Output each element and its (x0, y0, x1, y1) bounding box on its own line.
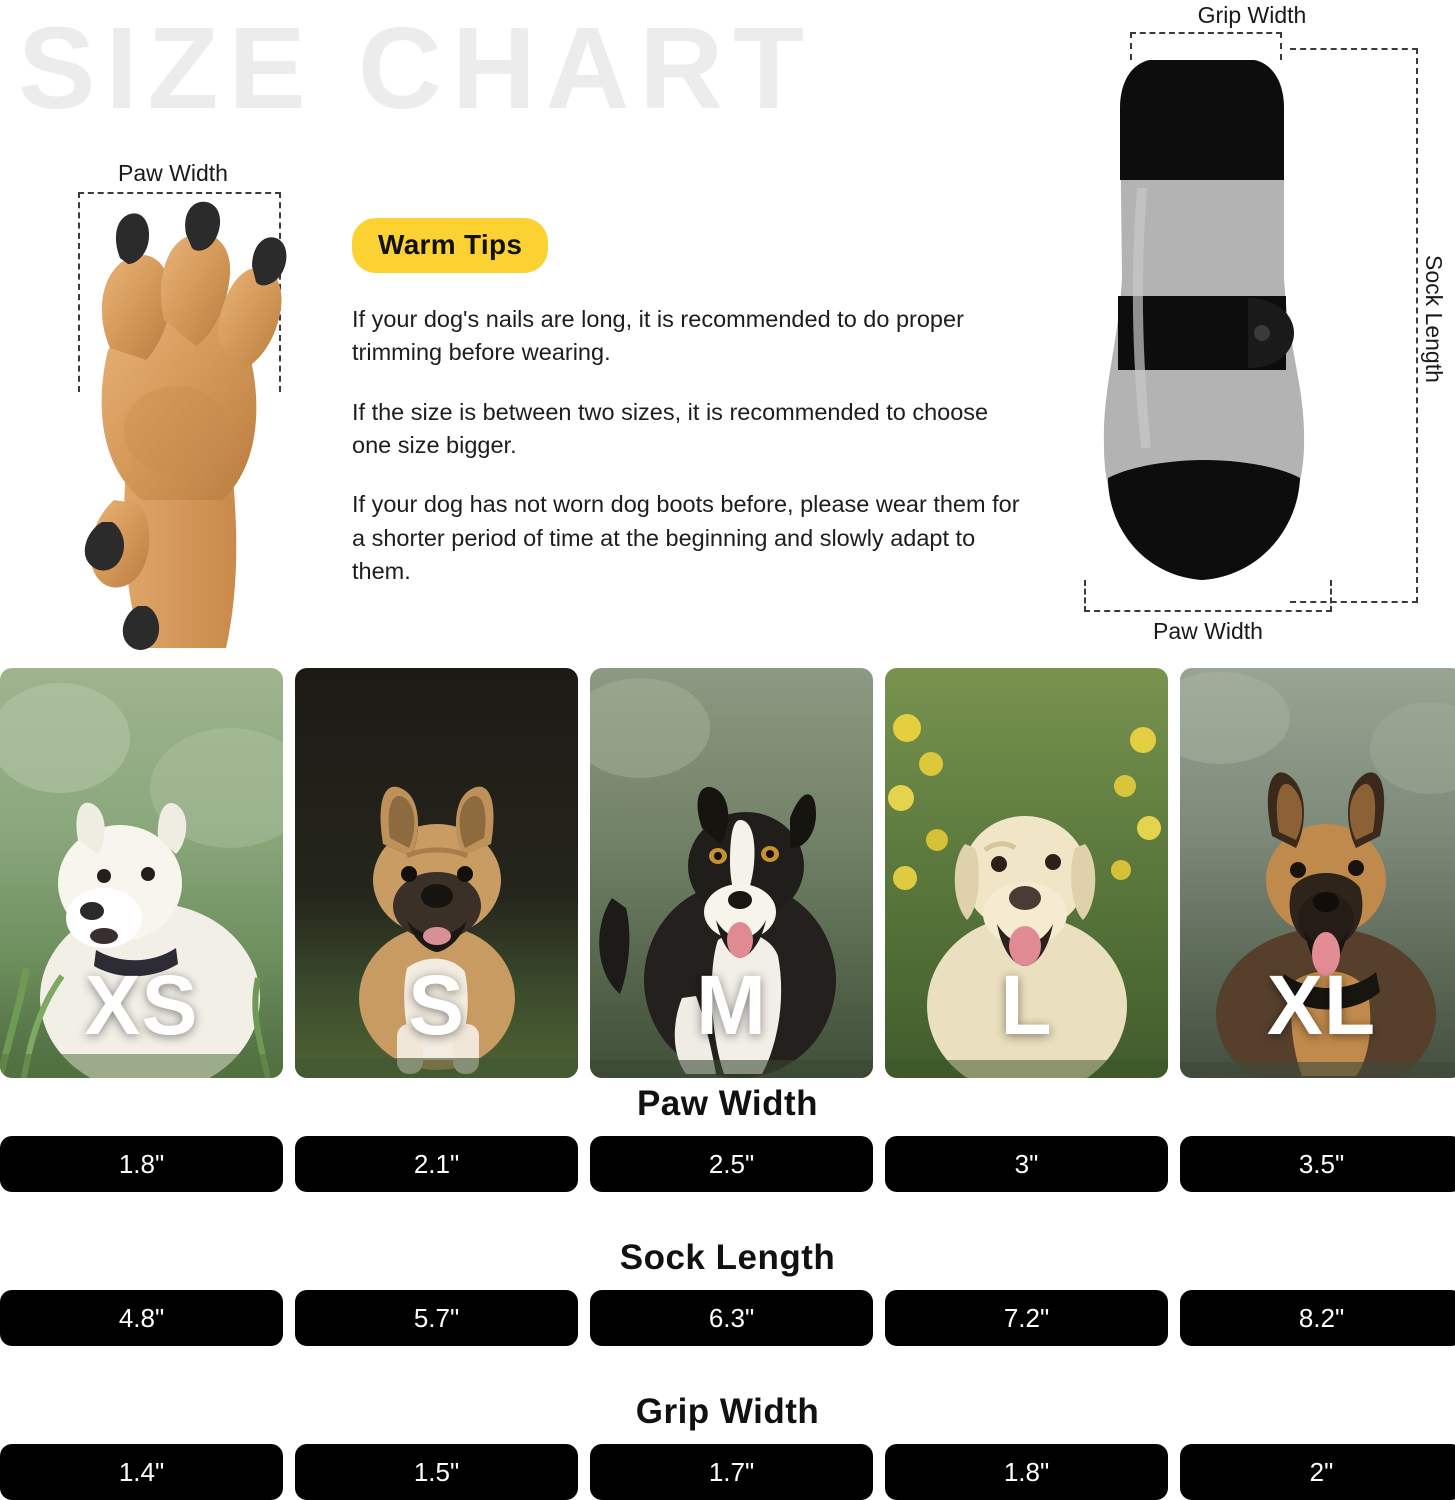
measurement-title-paw-width: Paw Width (636, 1084, 819, 1123)
grip-width-xl: 2" (1180, 1444, 1455, 1500)
sock-length-xl: 8.2" (1180, 1290, 1455, 1346)
size-photo-strip (0, 668, 1455, 1080)
paw-width-s: 2.1" (295, 1136, 578, 1192)
size-card-l[interactable] (885, 668, 1168, 1078)
warm-tip-2: If the size is between two sizes, it is recommended to choose one size bigger. (352, 398, 989, 459)
sock-length-label: Sock Length (1421, 255, 1447, 383)
warm-tip-1: If your dog's nails are long, it is recommended to do proper trimming before wearing. (352, 306, 964, 366)
paw-width-l: 3" (885, 1136, 1168, 1192)
measurement-title-sock-length: Sock Length (619, 1238, 836, 1277)
sock-length-s: 5.7" (295, 1290, 578, 1346)
measurement-row-grip-width (0, 1444, 1455, 1500)
dog-boot-illustration (1102, 48, 1322, 593)
warm-tips-badge: Warm Tips (352, 218, 548, 273)
dog-paw-photo (50, 200, 320, 650)
sock-length-xs: 4.8" (0, 1290, 283, 1346)
size-label-xl: XL (1266, 958, 1377, 1052)
measurement-row-sock-length (0, 1290, 1455, 1346)
boot-paw-width-label: Paw Width (1153, 618, 1263, 644)
measurement-section-paw-width (0, 1084, 1455, 1192)
paw-width-m: 2.5" (590, 1136, 873, 1192)
grip-width-m: 1.7" (590, 1444, 873, 1500)
size-label-s: S (407, 958, 466, 1052)
measurement-section-grip-width (0, 1392, 1455, 1500)
warm-tips-block (352, 218, 1032, 589)
measurement-title-grip-width: Grip Width (635, 1392, 820, 1431)
measurement-row-paw-width (0, 1136, 1455, 1192)
measurement-section-sock-length (0, 1238, 1455, 1346)
grip-width-xs: 1.4" (0, 1444, 283, 1500)
size-card-m[interactable] (590, 668, 873, 1078)
grip-width-s: 1.5" (295, 1444, 578, 1500)
size-card-xs[interactable] (0, 668, 283, 1078)
size-label-xs: XS (84, 958, 199, 1052)
size-card-s[interactable] (295, 668, 578, 1078)
paw-width-xl: 3.5" (1180, 1136, 1455, 1192)
boot-diagram (1040, 0, 1455, 670)
header-section (0, 0, 1455, 660)
size-card-xl[interactable] (1180, 668, 1455, 1078)
grip-width-l: 1.8" (885, 1444, 1168, 1500)
size-label-m: M (696, 958, 767, 1052)
warm-tip-3: If your dog has not worn dog boots before, please wear them for a shorter period of time at the beginning and slowly adapt to them. (352, 491, 1020, 585)
page-title: SIZE CHART (18, 3, 814, 133)
paw-width-label: Paw Width (118, 160, 228, 186)
paw-width-diagram (30, 160, 330, 660)
size-label-l: L (1000, 958, 1053, 1052)
sock-length-m: 6.3" (590, 1290, 873, 1346)
paw-width-xs: 1.8" (0, 1136, 283, 1192)
grip-width-label: Grip Width (1197, 2, 1307, 28)
sock-length-l: 7.2" (885, 1290, 1168, 1346)
